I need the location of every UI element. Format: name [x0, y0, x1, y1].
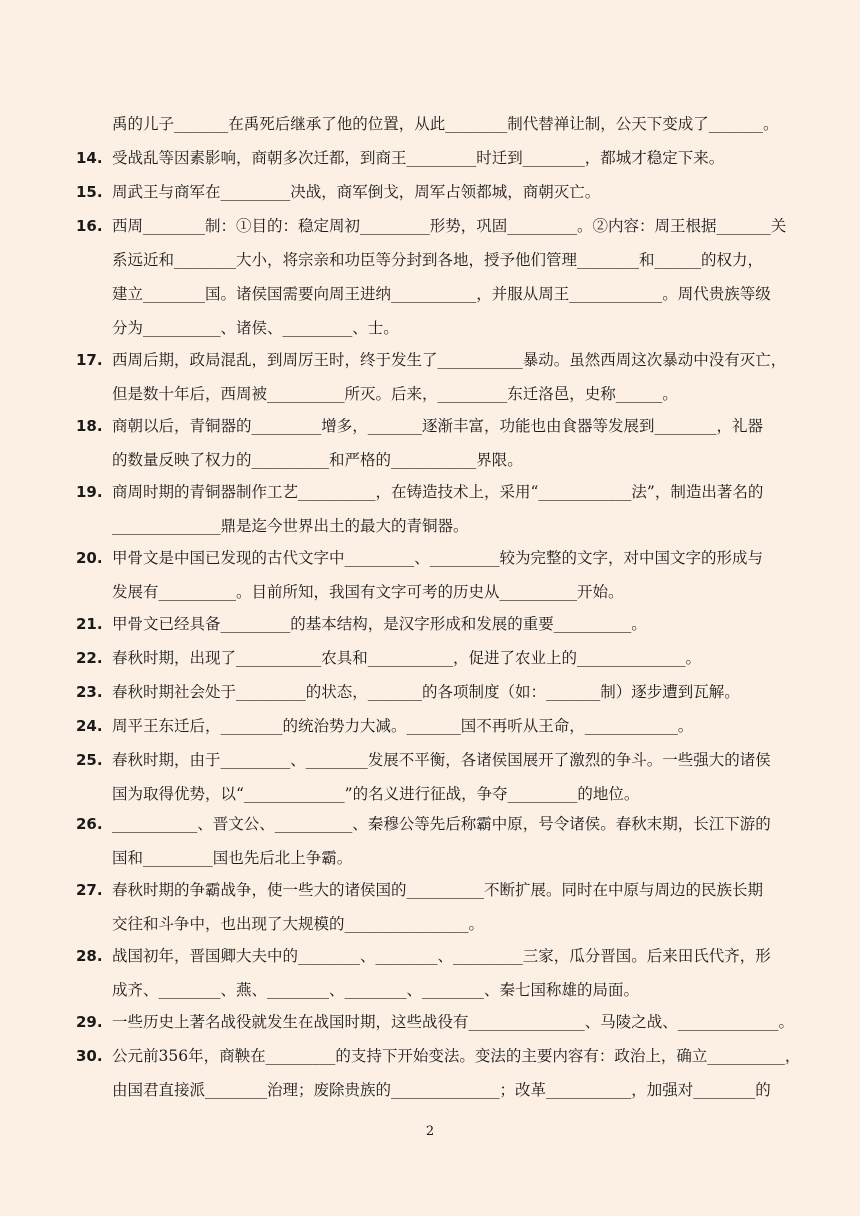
question-line: 周平王东迁后，________的统治势力大减。_______国不再听从王命，____________。: [112, 717, 694, 735]
question-30: [76, 1039, 801, 1107]
question-number: 28.: [76, 947, 103, 965]
question-number: 20.: [76, 549, 103, 567]
question-23: [76, 675, 784, 709]
question-number: 19.: [76, 483, 103, 501]
question-line: 商周时期的青铜器制作工艺__________，在铸造技术上，采用“____________法”，制造出著名的: [112, 483, 764, 501]
page-number: 2: [425, 1124, 435, 1139]
question-28: [76, 939, 784, 1007]
question-19: [76, 475, 784, 543]
question-15: [76, 175, 784, 209]
question-line: 国和_________国也先后北上争霸。: [112, 849, 353, 867]
question-line: 春秋时期，由于_________、________发展不平衡，各诸侯国展开了激烈的争斗。一些强大的诸侯: [112, 751, 771, 769]
question-line: ___________、晋文公、__________、秦穆公等先后称霸中原，号令诸侯。春秋末期，长江下游的: [112, 815, 771, 833]
question-number: 29.: [76, 1013, 103, 1031]
question-13-continued: [76, 107, 784, 141]
question-line: 商朝以后，青铜器的_________增多，_______逐渐丰富，功能也由食器等发展到________，礼器: [112, 417, 764, 435]
question-line: 系远近和________大小，将宗亲和功臣等分封到各地，授予他们管理________和______的权力，: [112, 251, 764, 269]
question-number: 26.: [76, 815, 103, 833]
question-line: ______________鼎是迄今世界出土的最大的青铜器。: [112, 517, 469, 535]
question-number: 17.: [76, 351, 103, 369]
question-line: 战国初年，晋国卿大夫中的________、________、_________三家，瓜分晋国。后来田氏代齐，形: [112, 947, 771, 965]
question-20: [76, 541, 784, 609]
question-number: 18.: [76, 417, 103, 435]
question-21: [76, 607, 784, 641]
question-number: 23.: [76, 683, 103, 701]
question-26: [76, 807, 784, 875]
question-number: 24.: [76, 717, 103, 735]
question-line: 的数量反映了权力的__________和严格的___________界限。: [112, 451, 523, 469]
question-line: 交往和斗争中，也出现了大规模的________________。: [112, 915, 485, 933]
question-line: 分为__________、诸侯、_________、士。: [112, 319, 399, 337]
question-14: [76, 141, 784, 175]
question-line: 西周后期，政局混乱，到周厉王时，终于发生了___________暴动。虽然西周这次暴动中没有灭亡，: [112, 351, 787, 369]
question-25: [76, 743, 784, 811]
question-line: 受战乱等因素影响，商朝多次迁都，到商王_________时迁到________，都城才稳定下来。: [112, 149, 725, 167]
question-number: 30.: [76, 1047, 103, 1065]
question-number: 27.: [76, 881, 103, 899]
question-number: 15.: [76, 183, 103, 201]
question-18: [76, 409, 784, 477]
question-line: 春秋时期社会处于_________的状态，_______的各项制度（如：_______制）逐步遭到瓦解。: [112, 683, 740, 701]
question-number: 16.: [76, 217, 103, 235]
question-number: 25.: [76, 751, 103, 769]
question-16: [76, 209, 787, 345]
question-number: 21.: [76, 615, 103, 633]
question-line: 但是数十年后，西周被__________所灭。后来，_________东迁洛邑，史称______。: [112, 385, 678, 403]
question-line: 发展有__________。目前所知，我国有文字可考的历史从__________开始。: [112, 583, 624, 601]
question-27: [76, 873, 784, 941]
question-line: 一些历史上著名战役就发生在战国时期，这些战役有_______________、马陵之战、_____________。: [112, 1013, 795, 1031]
question-line: 建立________国。诸侯国需要向周王进纳___________，并服从周王____________。周代贵族等级: [112, 285, 771, 303]
question-number: 14.: [76, 149, 103, 167]
question-line: 成齐、________、燕、________、________、________、秦七国称雄的局面。: [112, 981, 640, 999]
question-17: [76, 343, 787, 411]
question-line: 禹的儿子_______在禹死后继承了他的位置，从此________制代替禅让制，公天下变成了_______。: [112, 115, 779, 133]
question-29: [76, 1005, 795, 1039]
question-line: 西周________制：①目的：稳定周初_________形势，巩固_________。②内容：周王根据_______关: [112, 217, 787, 235]
question-line: 甲骨文是中国已发现的古代文字中_________、_________较为完整的文字，对中国文字的形成与: [112, 549, 764, 567]
question-line: 公元前356年，商鞅在_________的支持下开始变法。变法的主要内容有：政治上，确立__________，: [112, 1047, 801, 1065]
question-24: [76, 709, 784, 743]
question-line: 春秋时期，出现了___________农具和___________，促进了农业上的______________。: [112, 649, 702, 667]
question-22: [76, 641, 784, 675]
question-line: 国为取得优势，以“_____________”的名义进行征战，争夺_________的地位。: [112, 785, 640, 803]
question-line: 周武王与商军在_________决战，商军倒戈，周军占领都城，商朝灭亡。: [112, 183, 601, 201]
question-line: 由国君直接派________治理；废除贵族的______________；改革___________，加强对________的: [112, 1081, 771, 1099]
question-line: 甲骨文已经具备_________的基本结构，是汉字形成和发展的重要__________。: [112, 615, 647, 633]
question-number: [76, 107, 112, 141]
question-line: 春秋时期的争霸战争，使一些大的诸侯国的__________不断扩展。同时在中原与周边的民族长期: [112, 881, 764, 899]
question-number: 22.: [76, 649, 103, 667]
